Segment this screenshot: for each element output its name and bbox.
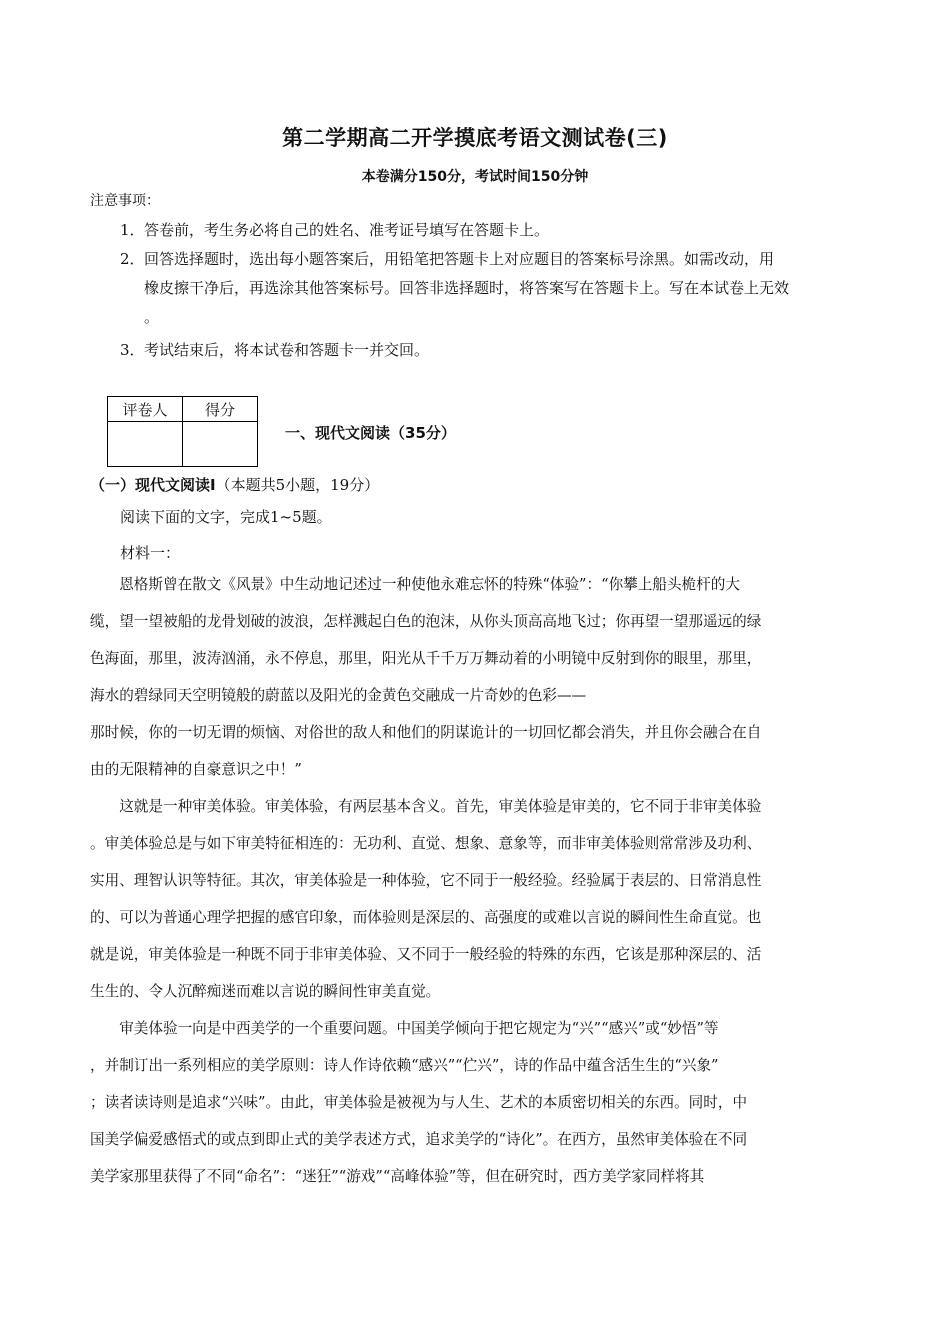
passage-line: 就是说，审美体验是一种既不同于非审美体验、又不同于一般经验的特殊的东西，它该是那种深层的、活 xyxy=(90,946,762,963)
subsection-label: （一）现代文阅读I xyxy=(90,476,216,494)
notice-number: 3． xyxy=(120,341,145,359)
notice-text-continued: 。 xyxy=(144,308,160,326)
passage-line: ，并制订出一系列相应的美学原则：诗人作诗依赖“感兴”“伫兴”，诗的作品中蕴含活生生的“兴象” xyxy=(90,1057,719,1074)
notice-text: 回答选择题时，选出每小题答案后，用铅笔把答题卡上对应题目的答案标号涂黑。如需改动，用 xyxy=(144,250,775,268)
section-title: 一、现代文阅读（35分） xyxy=(285,424,456,442)
score-cell[interactable] xyxy=(183,422,258,467)
notice-number: 2． xyxy=(120,250,145,268)
passage-line: 审美体验一向是中西美学的一个重要问题。中国美学倾向于把它规定为“兴”“感兴”或“妙悟”等 xyxy=(90,1020,719,1037)
passage-line: 那时候，你的一切无谓的烦恼、对俗世的敌人和他们的阴谋诡计的一切回忆都会消失，并且你会融合在自 xyxy=(90,724,762,741)
passage-line: 海水的碧绿同天空明镜般的蔚蓝以及阳光的金黄色交融成一片奇妙的色彩—— xyxy=(90,687,587,704)
passage-line: 缆，望一望被船的龙骨划破的波浪，怎样溅起白色的泡沫，从你头顶高高地飞过；你再望一望那遥远的绿 xyxy=(90,613,762,630)
score-table xyxy=(107,396,258,467)
grader-header: 评卷人 xyxy=(108,397,183,422)
notice-heading: 注意事项： xyxy=(90,193,160,209)
instruction: 阅读下面的文字，完成1~5题。 xyxy=(120,508,332,526)
notice-item-2 xyxy=(120,245,860,332)
score-header: 得分 xyxy=(183,397,258,422)
passage-line: 实用、理智认识等特征。其次，审美体验是一种体验，它不同于一般经验。经验属于表层的、日常消息性 xyxy=(90,872,762,889)
material-label: 材料一： xyxy=(120,544,181,562)
passage-body xyxy=(90,566,860,1195)
passage-line: 美学家那里获得了不同“命名”：“迷狂”“游戏”“高峰体验”等，但在研究时，西方美学家同样将其 xyxy=(90,1168,705,1185)
passage-line: 国美学偏爱感悟式的或点到即止式的美学表述方式，追求美学的“诗化”。在西方，虽然审美体验在不同 xyxy=(90,1131,748,1148)
passage-line: 。审美体验总是与如下审美特征相连的：无功利、直觉、想象、意象等，而非审美体验则常常涉及功利、 xyxy=(90,835,762,852)
passage-line: ；读者读诗则是追求“兴味”。由此，审美体验是被视为与人生、艺术的本质密切相关的东西。同时，中 xyxy=(90,1094,748,1111)
notice-text: 考试结束后，将本试卷和答题卡一并交回。 xyxy=(144,341,430,359)
notice-number: 1． xyxy=(120,221,145,239)
passage-line: 生生的、令人沉醉痴迷而难以言说的瞬间性审美直觉。 xyxy=(90,983,441,1000)
subsection-title xyxy=(90,474,379,495)
page-title: 第二学期高二开学摸底考语文测试卷(三) xyxy=(282,126,668,150)
passage-line: 这就是一种审美体验。审美体验，有两层基本含义。首先，审美体验是审美的，它不同于非审美体验 xyxy=(90,798,762,815)
passage-line: 恩格斯曾在散文《风景》中生动地记述过一种使他永难忘怀的特殊“体验”：“你攀上船头桅杆的大 xyxy=(90,576,740,593)
exam-info: 本卷满分150分，考试时间150分钟 xyxy=(361,169,589,185)
notice-item-3 xyxy=(120,336,860,365)
grader-cell[interactable] xyxy=(108,422,183,467)
notice-text: 答卷前，考生务必将自己的姓名、准考证号填写在答题卡上。 xyxy=(144,221,550,239)
passage-line: 色海面，那里，波涛汹涌，永不停息，那里，阳光从千千万万舞动着的小明镜中反射到你的眼里，那里， xyxy=(90,650,762,667)
notice-item-1 xyxy=(120,216,860,245)
subsection-detail: （本题共5小题，19分） xyxy=(215,476,380,494)
passage-line: 的、可以为普通心理学把握的感官印象，而体验则是深层的、高强度的或难以言说的瞬间性生命直觉。也 xyxy=(90,909,762,926)
passage-line: 由的无限精神的自豪意识之中！” xyxy=(90,761,302,778)
notice-text-continued: 橡皮擦干净后，再选涂其他答案标号。回答非选择题时，将答案写在答题卡上。写在本试卷上无效 xyxy=(144,279,790,297)
